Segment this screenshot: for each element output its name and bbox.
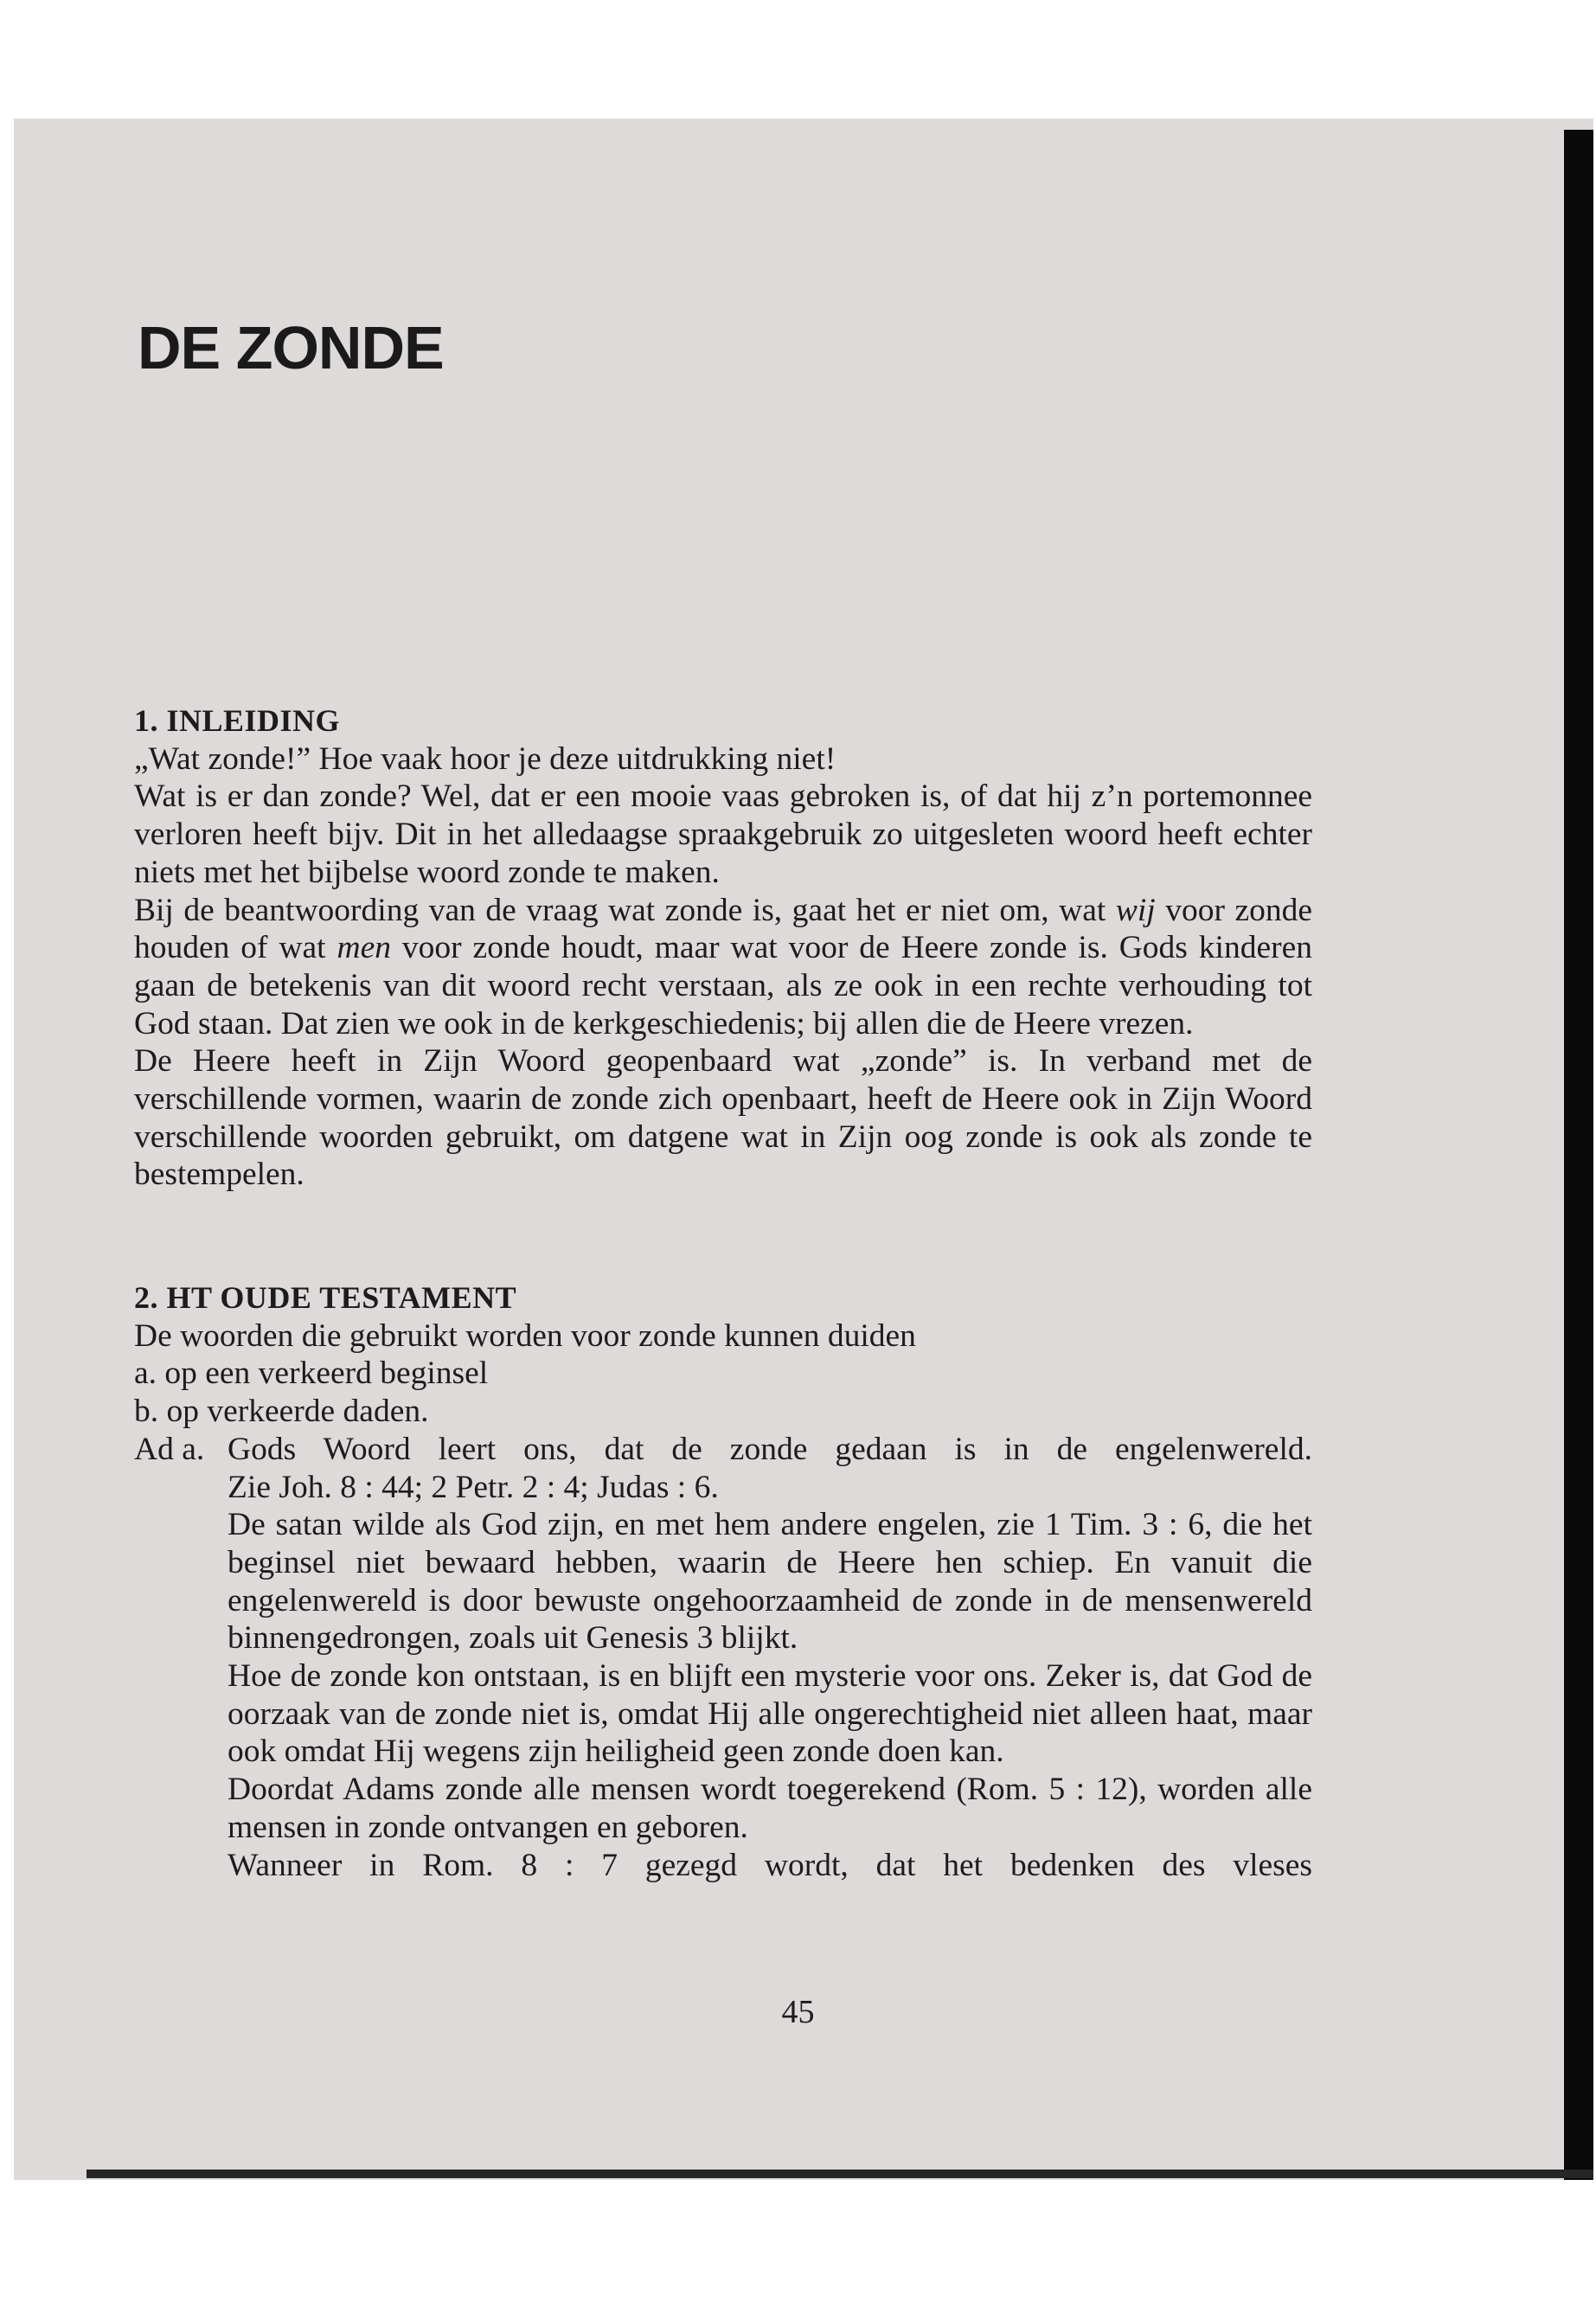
section-heading: 2. HT OUDE TESTAMENT — [134, 1280, 517, 1315]
indented-paragraph: Zie Joh. 8 : 44; 2 Petr. 2 : 4; Judas : 6. — [228, 1469, 719, 1505]
section-inleiding — [134, 702, 1312, 1194]
list-item: b. op verkeerde daden. — [134, 1394, 429, 1430]
paragraph: De woorden die gebruikt worden voor zonde kunnen duiden — [134, 1317, 916, 1354]
page-bottom-edge — [87, 2170, 1593, 2178]
indented-paragraph: Wanneer in Rom. 8 : 7 gezegd wordt, dat het bedenken des vleses — [228, 1847, 1312, 1883]
indented-paragraph: Hoe de zonde kon ontstaan, is en blijft een mysterie voor ons. Zeker is, dat God de oorzaak van de zonde niet is, omdat Hij alle ongerechtigheid niet alleen haat, maar ook omdat Hij wegens zijn heiligheid geen zonde doen kan. — [228, 1658, 1312, 1770]
list-item: a. op een verkeerd beginsel — [134, 1356, 489, 1392]
indented-paragraph: De satan wilde als God zijn, en met hem andere engelen, zie 1 Tim. 3 : 6, die het beginsel niet bewaard hebben, waarin de Heere hen schiep. En vanuit die engelenwereld is door bewuste ongehoorzaamheid de zonde in de mensenwereld binnengedrongen, zoals uit Genesis 3 blijkt. — [228, 1507, 1312, 1657]
emphasis: men — [337, 930, 391, 966]
section-oude-testament — [134, 1279, 1312, 1884]
paragraph: „Wat zonde!” Hoe vaak hoor je deze uitdrukking niet! — [134, 740, 836, 777]
indented-paragraph: Doordat Adams zonde alle mensen wordt toegerekend (Rom. 5 : 12), worden alle mensen in zonde ontvangen en geboren. — [228, 1772, 1312, 1845]
ad-label: Ad a. — [134, 1431, 205, 1467]
page-edge-shadow — [1564, 130, 1593, 2180]
page-title: DE ZONDE — [138, 314, 444, 381]
paragraph: De Heere heeft in Zijn Woord geopenbaard wat „zonde” is. In verband met de verschillende vormen, waarin de zonde zich openbaart, heeft de Heere ook in Zijn Woord verschillende woorden gebruikt, om datgene wat in Zijn oog zonde is ook als zonde te bestempelen. — [134, 1043, 1312, 1193]
emphasis: wij — [1115, 892, 1156, 928]
paragraph: Bij de beantwoording van de vraag wat zonde is, gaat het er niet om, wat wij voor zonde houden of wat men voor zonde houdt, maar wat voor de Heere zonde is. Gods kinderen gaan de betekenis van dit woord recht verstaan, als ze ook in een rechte verhouding tot God staan. Dat zien we ook in de kerkgeschiedenis; bij allen die de Heere vrezen. — [134, 892, 1313, 1042]
paragraph: Wat is er dan zonde? Wel, dat er een mooie vaas gebroken is, of dat hij z’n portemonnee verloren heeft bijv. Dit in het alledaagse spraakgebruik zo uitgesleten woord heeft echter niets met het bijbelse woord zonde te maken. — [134, 779, 1312, 890]
section-heading: 1. INLEIDING — [134, 703, 341, 738]
ad-first-line: Gods Woord leert ons, dat de zonde gedaan is in de engelenwereld. — [228, 1431, 1312, 1467]
page-number: 45 — [781, 1994, 815, 2030]
ad-a-line — [134, 1431, 1312, 1469]
